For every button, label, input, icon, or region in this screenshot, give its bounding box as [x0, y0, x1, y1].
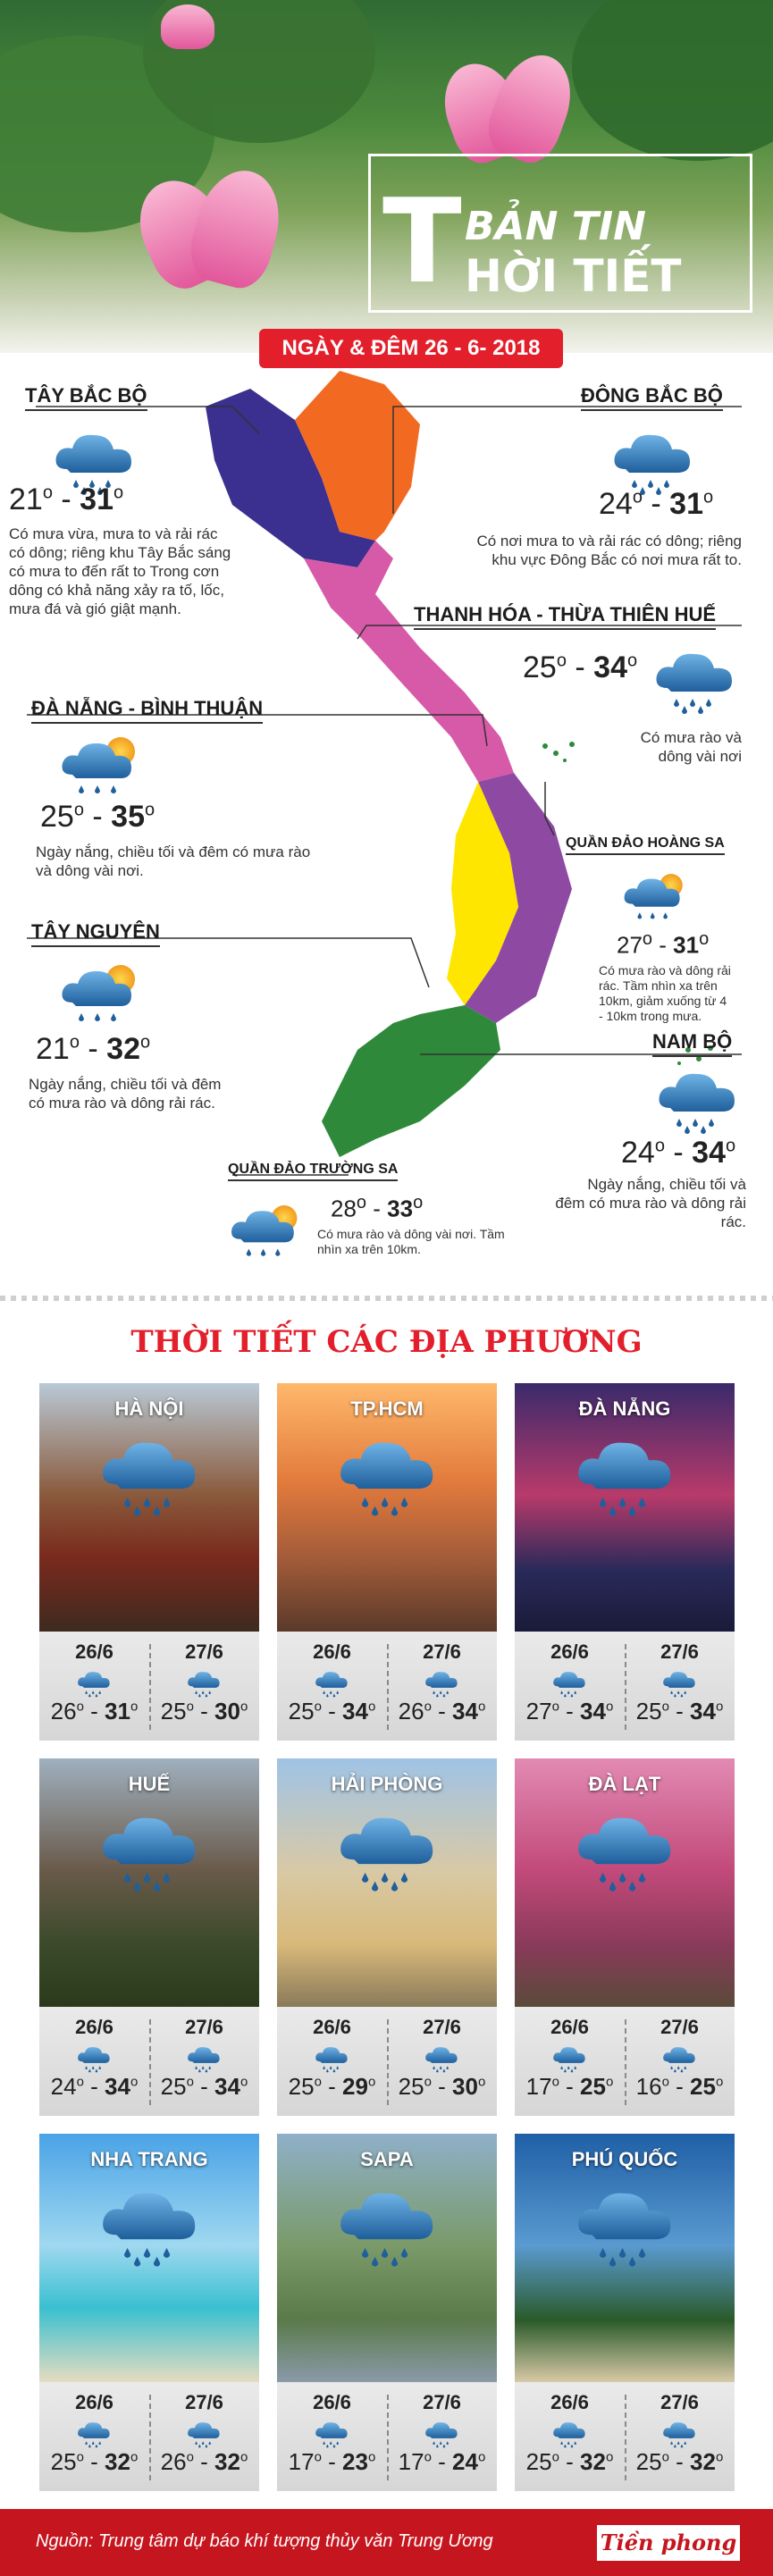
city-name: PHÚ QUỐC — [571, 2148, 678, 2170]
da-nang-desc: Ngày nắng, chiều tối và đêm có mưa rào và dông vài nơi. — [36, 843, 311, 879]
day-1-temp: 25$^o$ - 32$^o$ — [50, 2448, 139, 2475]
rain-cloud-icon — [95, 2180, 204, 2268]
region-south — [322, 1005, 500, 1157]
city-card — [39, 1758, 259, 2116]
rain-cloud-icon — [185, 2043, 223, 2073]
lotus-bud — [161, 4, 214, 49]
day-1-label: 26/6 — [75, 1640, 113, 1663]
city-card — [515, 1758, 735, 2116]
city-card — [277, 1758, 497, 2116]
day-1-temp: 17$^o$ - 23$^o$ — [288, 2448, 376, 2475]
day-2-label: 27/6 — [660, 1640, 699, 1663]
date-badge: NGÀY & ĐÊM 26 - 6- 2018 — [259, 329, 563, 368]
rain-cloud-icon — [332, 2180, 441, 2268]
partly-cloudy-icon — [228, 1197, 308, 1262]
hoang-sa-desc: Có mưa rào và dông rải rác. Tầm nhìn xa trên 10km, giảm xuống từ 4 - 10km trong mưa. — [599, 963, 731, 1023]
day-1-temp: 17$^o$ - 25$^o$ — [525, 2073, 614, 2100]
rain-cloud-icon — [660, 1667, 698, 1698]
city-card — [277, 2134, 497, 2491]
city-name: ĐÀ NẴNG — [578, 1397, 671, 1420]
day-1-temp: 25$^o$ - 32$^o$ — [525, 2448, 614, 2475]
truong-sa-desc: Có mưa rào và dông vài nơi. Tầm nhìn xa trên 10km. — [317, 1227, 505, 1256]
nam-bo-temp: 24$^o$ - 34$^o$ — [621, 1136, 736, 1170]
rain-cloud-icon — [332, 1805, 441, 1892]
da-nang-temp: 25$^o$ - 35$^o$ — [40, 800, 155, 834]
day-2-temp: 25$^o$ - 32$^o$ — [635, 2448, 724, 2475]
nam-bo-desc: Ngày nắng, chiều tối và đêm có mưa rào và dông rải rác. — [555, 1176, 746, 1230]
rain-cloud-icon — [570, 1805, 679, 1892]
dong-bac-temp: 24$^o$ - 31$^o$ — [599, 487, 714, 521]
rain-cloud-icon — [75, 2043, 113, 2073]
day-2-label: 27/6 — [423, 1640, 461, 1663]
city-card — [515, 2134, 735, 2491]
tay-nguyen-temp: 21$^o$ - 32$^o$ — [36, 1032, 151, 1066]
tienphong-logo: Tiền phong — [597, 2525, 740, 2561]
day-1-temp: 25$^o$ - 29$^o$ — [288, 2073, 376, 2100]
day-2-label: 27/6 — [423, 2391, 461, 2413]
local-section-title: THỜI TIẾT CÁC ĐỊA PHƯƠNG — [130, 1324, 643, 1360]
rain-cloud-icon — [185, 2418, 223, 2448]
rain-cloud-icon — [95, 1805, 204, 1892]
rain-cloud-icon — [313, 2043, 350, 2073]
day-1-label: 26/6 — [75, 2016, 113, 2038]
partly-cloudy-icon — [58, 728, 147, 800]
rain-cloud-icon — [570, 1430, 679, 1517]
region-tay-bac: TÂY BẮC BỘ — [25, 384, 147, 411]
title-initial: T — [382, 173, 462, 309]
region-nam-bo: NAM BỘ — [652, 1030, 732, 1057]
city-name: HẢI PHÒNG — [331, 1773, 443, 1795]
rain-cloud-icon — [75, 2418, 113, 2448]
source-text: Nguồn: Trung tâm dự báo khí tượng thủy văn Trung Ương — [36, 2531, 493, 2551]
day-2-temp: 25$^o$ - 34$^o$ — [160, 2073, 248, 2100]
thanh-hoa-desc: Có mưa rào và dông vài nơi — [640, 729, 742, 765]
regional-map-section — [0, 353, 773, 1291]
region-thanh-hoa: THANH HÓA - THỪA THIÊN HUẾ — [414, 603, 716, 630]
hoang-sa-temp: 27$^o$ - 31$^o$ — [617, 929, 710, 959]
rain-cloud-icon — [95, 1430, 204, 1517]
paracel-islands — [542, 742, 575, 762]
thanh-hoa-temp: 25$^o$ - 34$^o$ — [523, 650, 638, 684]
rain-cloud-icon — [75, 1667, 113, 1698]
day-1-temp: 26$^o$ - 31$^o$ — [50, 1698, 139, 1724]
region-hoang-sa: QUẦN ĐẢO HOÀNG SA — [566, 835, 725, 855]
section-divider — [0, 1296, 773, 1301]
day-2-temp: 25$^o$ - 34$^o$ — [635, 1698, 724, 1724]
truong-sa-temp: 28$^o$ - 33$^o$ — [331, 1193, 424, 1222]
day-1-label: 26/6 — [550, 2391, 589, 2413]
day-2-label: 27/6 — [423, 2016, 461, 2038]
region-da-nang: ĐÀ NẴNG - BÌNH THUẬN — [31, 697, 263, 724]
partly-cloudy-icon — [621, 867, 693, 924]
city-card — [515, 1383, 735, 1741]
day-1-label: 26/6 — [550, 2016, 589, 2038]
region-north-central — [304, 541, 514, 782]
region-tay-nguyen: TÂY NGUYÊN — [31, 920, 160, 947]
tay-bac-desc: Có mưa vừa, mưa to và rải rác có dông; riêng khu Tây Bắc sáng có mưa to đến rất to Trong cơn dông có khả năng xảy ra tố, lốc, mưa đá và gió giật mạnh. — [9, 525, 231, 617]
day-2-label: 27/6 — [185, 1640, 223, 1663]
day-1-temp: 24$^o$ - 34$^o$ — [50, 2073, 139, 2100]
city-card — [39, 2134, 259, 2491]
day-2-label: 27/6 — [660, 2391, 699, 2413]
day-1-label: 26/6 — [313, 2016, 351, 2038]
rain-cloud-icon — [550, 2043, 588, 2073]
day-1-temp: 25$^o$ - 34$^o$ — [288, 1698, 376, 1724]
city-card — [39, 1383, 259, 1741]
rain-cloud-icon — [185, 1667, 223, 1698]
rain-cloud-icon — [332, 1430, 441, 1517]
city-name: TP.HCM — [350, 1397, 424, 1420]
rain-cloud-icon — [660, 2418, 698, 2448]
rain-cloud-icon — [570, 2180, 679, 2268]
rain-cloud-icon — [652, 1063, 742, 1135]
day-2-temp: 25$^o$ - 30$^o$ — [160, 1698, 248, 1724]
city-name: ĐÀ LẠT — [588, 1773, 661, 1795]
rain-cloud-icon — [608, 424, 697, 496]
region-dong-bac: ĐÔNG BẮC BỘ — [581, 384, 723, 411]
day-2-temp: 25$^o$ - 30$^o$ — [398, 2073, 486, 2100]
lotus-leaf — [572, 0, 773, 161]
day-2-label: 27/6 — [185, 2391, 223, 2413]
rain-cloud-icon — [423, 2418, 460, 2448]
lotus-flower — [183, 162, 291, 295]
day-1-label: 26/6 — [313, 1640, 351, 1663]
day-1-label: 26/6 — [550, 1640, 589, 1663]
tay-nguyen-desc: Ngày nắng, chiều tối và đêm có mưa rào và dông rải rác. — [29, 1076, 222, 1112]
day-2-label: 27/6 — [660, 2016, 699, 2038]
rain-cloud-icon — [550, 1667, 588, 1698]
header-banner — [0, 0, 773, 353]
day-1-temp: 27$^o$ - 34$^o$ — [525, 1698, 614, 1724]
city-card — [277, 1383, 497, 1741]
city-name: NHA TRANG — [90, 2148, 208, 2170]
rain-cloud-icon — [313, 1667, 350, 1698]
day-1-label: 26/6 — [313, 2391, 351, 2413]
dong-bac-desc: Có nơi mưa to và rải rác có dông; riêng khu vực Đông Bắc có nơi mưa rất to. — [476, 533, 742, 568]
day-2-temp: 16$^o$ - 25$^o$ — [635, 2073, 724, 2100]
city-name: SAPA — [360, 2148, 414, 2170]
city-name: HÀ NỘI — [114, 1397, 184, 1420]
footer — [0, 2509, 773, 2576]
title-line-1: BẢN TIN — [465, 204, 646, 249]
rain-cloud-icon — [423, 2043, 460, 2073]
rain-cloud-icon — [650, 643, 739, 715]
day-2-temp: 26$^o$ - 34$^o$ — [398, 1698, 486, 1724]
day-2-label: 27/6 — [185, 2016, 223, 2038]
rain-cloud-icon — [313, 2418, 350, 2448]
title-line-2: HỜI TIẾT — [465, 250, 682, 302]
rain-cloud-icon — [660, 2043, 698, 2073]
rain-cloud-icon — [550, 2418, 588, 2448]
city-name: HUẾ — [128, 1773, 171, 1795]
day-2-temp: 26$^o$ - 32$^o$ — [160, 2448, 248, 2475]
rain-cloud-icon — [423, 1667, 460, 1698]
day-1-label: 26/6 — [75, 2391, 113, 2413]
partly-cloudy-icon — [58, 956, 147, 1028]
region-truong-sa: QUẦN ĐẢO TRƯỜNG SA — [228, 1162, 398, 1181]
day-2-temp: 17$^o$ - 24$^o$ — [398, 2448, 486, 2475]
tay-bac-temp: 21$^o$ - 31$^o$ — [9, 482, 124, 516]
